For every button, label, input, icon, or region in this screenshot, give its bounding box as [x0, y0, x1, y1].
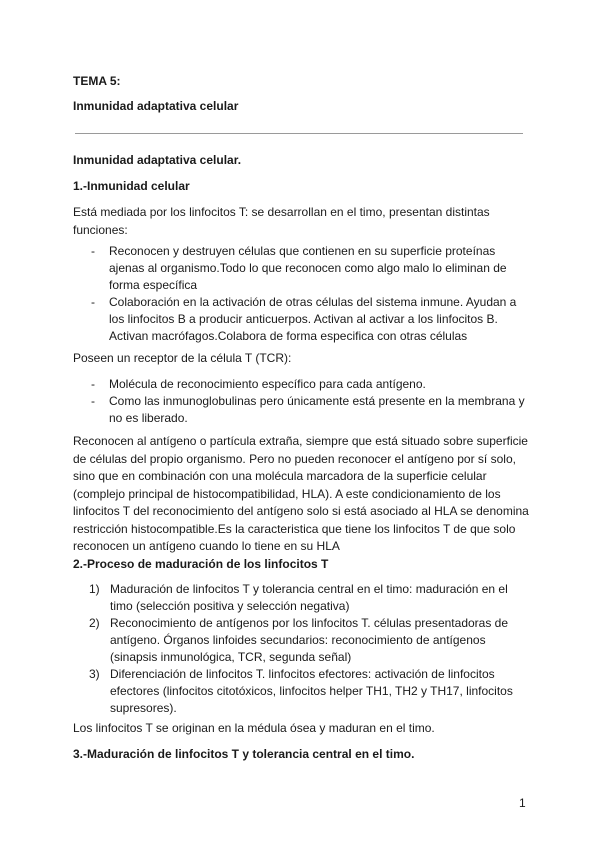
section1-heading: 1.-Inmunidad celular	[73, 179, 190, 193]
list-item-text: Molécula de reconocimiento específico para cada antígeno.	[109, 377, 426, 391]
list-item	[91, 393, 529, 427]
topic-label: TEMA 5:	[73, 74, 121, 88]
dash-marker: -	[91, 394, 95, 408]
step-number: 1)	[89, 582, 100, 596]
maturation-steps-list	[89, 581, 528, 717]
section3-heading: 3.-Maduración de linfocitos T y tolerancia central en el timo.	[73, 747, 415, 761]
list-item-text: Maduración de linfocitos T y tolerancia central en el timo: maduración en el timo (selección positiva y selección negativa)	[110, 582, 508, 613]
dash-marker: -	[91, 377, 95, 391]
list-item	[91, 243, 529, 294]
list-item	[89, 666, 528, 717]
section1-intro: Está mediada por los linfocitos T: se desarrollan en el timo, presentan distintas funciones:	[73, 205, 490, 237]
document-subtitle: Inmunidad adaptativa celular	[73, 99, 239, 113]
horizontal-divider	[75, 133, 523, 134]
list-item-text: Diferenciación de linfocitos T. linfocitos efectores: activación de linfocitos efectores (linfocitos citotóxicos, linfocitos helper TH1, TH2 y TH17, linfocitos supresores).	[110, 667, 513, 715]
page-number: 1	[519, 796, 526, 810]
list-item	[89, 581, 528, 615]
section1-paragraph: Reconocen al antígeno o partícula extraña, siempre que está situado sobre superficie de células del propio organismo. Pero no pueden reconocer el antígeno por sí solo, sino que en combinación con una molécula marcadora de la superficie celular (complejo principal de histocompatibilidad, HLA). A este condicionamiento de los linfocitos T del reconocimiento del antígeno solo si está asociado al HLA se denomina restricción histocompatible.Es la caracteristica que tiene los linfocitos T de que solo reconocen un antígeno cuando lo tiene en su HLA	[73, 434, 529, 553]
tcr-intro: Poseen un receptor de la célula T (TCR):	[73, 351, 292, 365]
list-item-text: Reconocimiento de antígenos por los linfocitos T. células presentadoras de antígeno. Órganos linfoides secundarios: reconocimiento de antígenos (sinapsis inmunológica, TCR, segunda señal)	[110, 616, 509, 664]
list-item-text: Como las inmunoglobulinas pero únicamente está presente en la membrana y no es liberado.	[109, 394, 525, 425]
list-item	[89, 615, 528, 666]
step-number: 2)	[89, 616, 100, 630]
section-title: Inmunidad adaptativa celular.	[73, 153, 242, 167]
section2-closing: Los linfocitos T se originan en la médula ósea y maduran en el timo.	[73, 721, 435, 735]
list-item-text: Colaboración en la activación de otras células del sistema inmune. Ayudan a los linfocitos B a producir anticuerpos. Activan al activar a los linfocitos B. Activan macrófagos.Colabora de forma especifica con otras células	[109, 295, 517, 343]
step-number: 3)	[89, 667, 100, 681]
functions-list	[91, 243, 529, 345]
list-item	[91, 294, 529, 345]
dash-marker: -	[91, 295, 95, 309]
dash-marker: -	[91, 244, 95, 258]
section2-heading: 2.-Proceso de maduración de los linfocitos T	[73, 557, 329, 571]
list-item	[91, 376, 529, 393]
list-item-text: Reconocen y destruyen células que contienen en su superficie proteínas ajenas al organismo.Todo lo que reconocen como algo malo lo eliminan de forma específica	[109, 244, 507, 292]
tcr-list	[91, 376, 529, 427]
